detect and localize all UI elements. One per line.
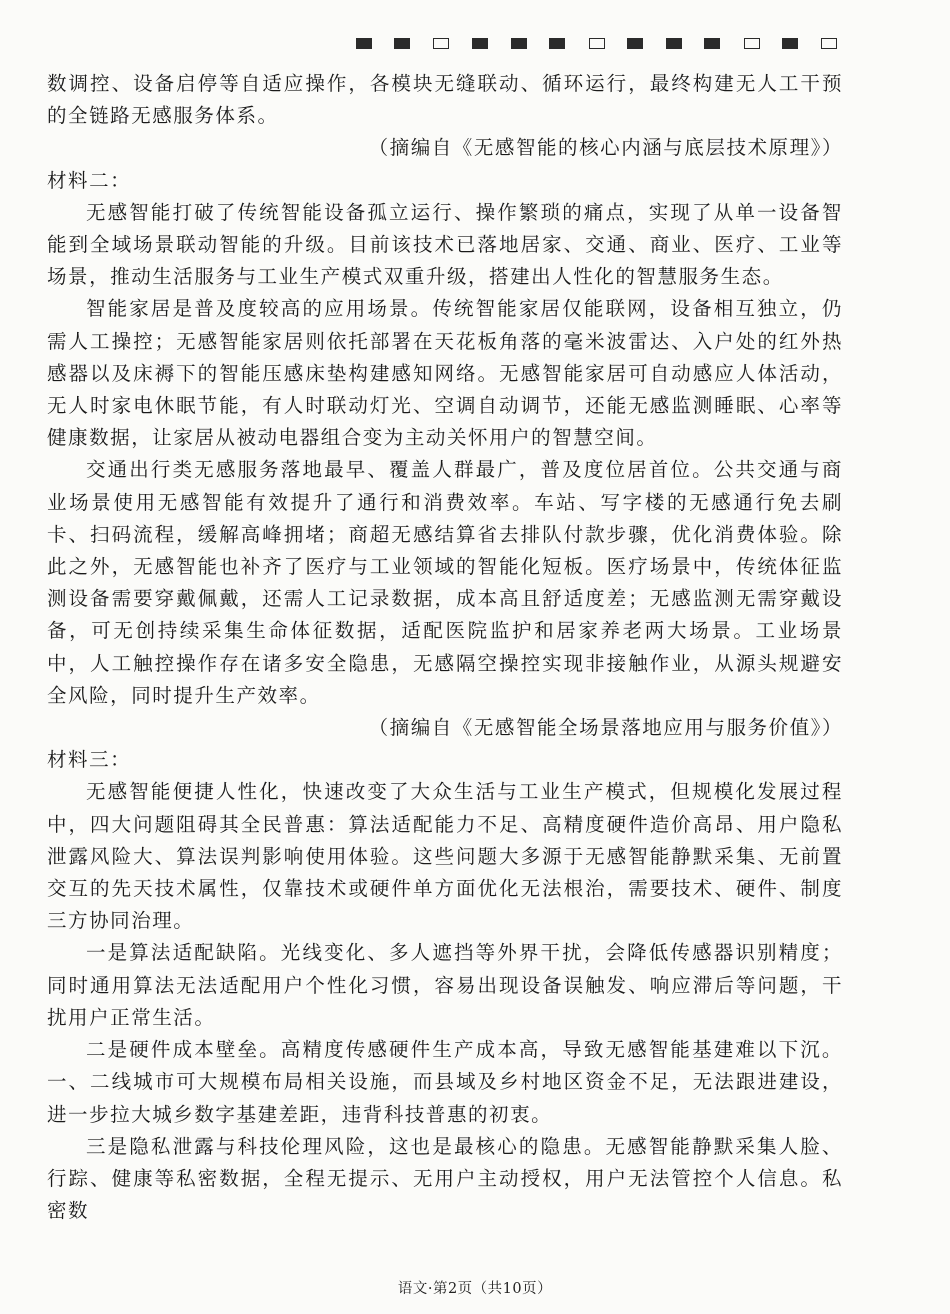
- filled-square-mark: [472, 38, 488, 49]
- filled-square-mark: [549, 38, 565, 49]
- open-square-mark: [589, 38, 605, 49]
- material-heading: 材料三：: [47, 748, 132, 772]
- page-footer: 语文·第2页（共10页）: [397, 1281, 553, 1297]
- open-square-mark: [744, 38, 760, 49]
- continued-paragraph: 数调控、设备启停等自适应操作，各模块无缝联动、循环运行，最终构建无人工干预的全链路无感服务体系。: [47, 72, 843, 128]
- filled-square-mark: [511, 38, 527, 49]
- open-square-mark: [433, 38, 449, 49]
- body-paragraph: 无感智能打破了传统智能设备孤立运行、操作繁琐的痛点，实现了从单一设备智能到全域场景联动智能的升级。目前该技术已落地居家、交通、商业、医疗、工业等场景，推动生活服务与工业生产模式双重升级，搭建出人性化的智慧服务生态。: [47, 200, 843, 289]
- open-square-mark: [821, 38, 837, 49]
- source-citation: （摘编自《无感智能的核心内涵与底层技术原理》）: [368, 136, 843, 160]
- filled-square-mark: [782, 38, 798, 49]
- body-paragraph: 智能家居是普及度较高的应用场景。传统智能家居仅能联网，设备相互独立，仍需人工操控；无感智能家居则依托部署在天花板角落的毫米波雷达、入户处的红外热感器以及床褥下的智能压感床垫构建感知网络。无感智能家居可自动感应人体活动，无人时家电休眠节能，有人时联动灯光、空调自动调节，还能无感监测睡眠、心率等健康数据，让家居从被动电器组合变为主动关怀用户的智慧空间。: [47, 297, 843, 450]
- filled-square-mark: [666, 38, 682, 49]
- material-heading: 材料二：: [47, 168, 132, 192]
- body-paragraph: 一是算法适配缺陷。光线变化、多人遮挡等外界干扰，会降低传感器识别精度；同时通用算法无法适配用户个性化习惯，容易出现设备误触发、响应滞后等问题，干扰用户正常生活。: [47, 941, 843, 1029]
- filled-square-mark: [356, 38, 372, 49]
- body-paragraph: 三是隐私泄露与科技伦理风险，这也是最核心的隐患。无感智能静默采集人脸、行踪、健康等私密数据，全程无提示、无用户主动授权，用户无法管控个人信息。私密数: [47, 1134, 843, 1223]
- body-paragraph: 无感智能便捷人性化，快速改变了大众生活与工业生产模式，但规模化发展过程中，四大问题阻碍其全民普惠：算法适配能力不足、高精度硬件造价高昂、用户隐私泄露风险大、算法误判影响使用体验。这些问题大多源于无感智能静默采集、无前置交互的先天技术属性，仅靠技术或硬件单方面优化无法根治，需要技术、硬件、制度三方协同治理。: [47, 780, 843, 933]
- filled-square-mark: [704, 38, 720, 49]
- source-citation: （摘编自《无感智能全场景落地应用与服务价值》）: [368, 716, 843, 740]
- filled-square-mark: [394, 38, 410, 49]
- body-paragraph: 交通出行类无感服务落地最早、覆盖人群最广，普及度位居首位。公共交通与商业场景使用无感智能有效提升了通行和消费效率。车站、写字楼的无感通行免去刷卡、扫码流程，缓解高峰拥堵；商超无感结算省去排队付款步骤，优化消费体验。除此之外，无感智能也补齐了医疗与工业领域的智能化短板。医疗场景中，传统体征监测设备需要穿戴佩戴，还需人工记录数据，成本高且舒适度差；无感监测无需穿戴设备，可无创持续采集生命体征数据，适配医院监护和居家养老两大场景。工业场景中，人工触控操作存在诸多安全隐患，无感隔空操控实现非接触作业，从源头规避安全风险，同时提升生产效率。: [47, 458, 843, 707]
- header-marks: [356, 38, 840, 52]
- filled-square-mark: [627, 38, 643, 49]
- page-content: [47, 68, 843, 1227]
- body-paragraph: 二是硬件成本壁垒。高精度传感硬件生产成本高，导致无感智能基建难以下沉。一、二线城市可大规模布局相关设施，而县域及乡村地区资金不足，无法跟进建设，进一步拉大城乡数字基建差距，违背科技普惠的初衷。: [47, 1038, 843, 1126]
